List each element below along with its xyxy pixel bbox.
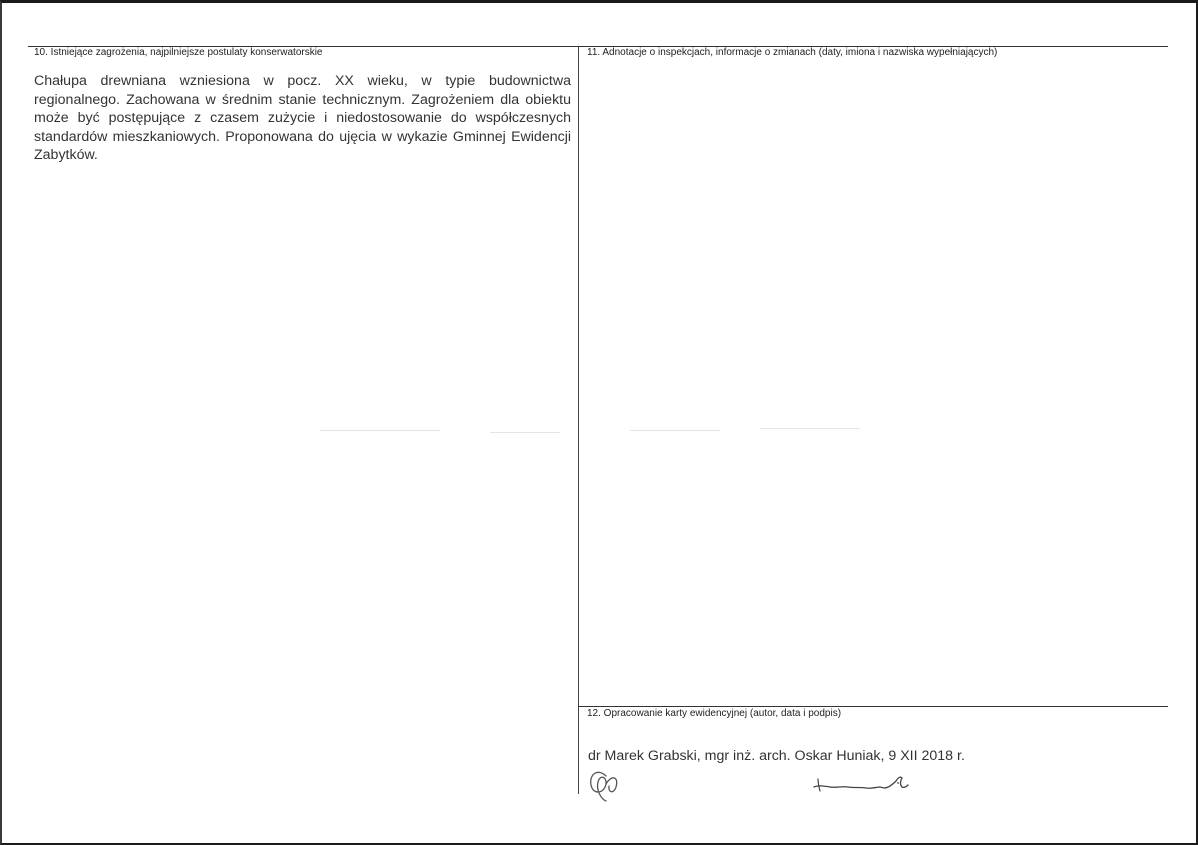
section-10-body: Chałupa drewniana wzniesiona w pocz. XX wieku, w typie budownictwa regionalnego. Zachowana w średnim stanie technicznym. Zagrożeniem dla obiektu może być postępujące z czasem zużycie i niedostosowanie do współczesnych standardów mieszkaniowych. Proponowana do ujęcia w wykazie Gminnej Ewidencji Zabytków. <box>34 73 571 164</box>
section-10-header: 10. Istniejące zagrożenia, najpilniejsze postulaty konserwatorskie <box>34 47 323 58</box>
column-divider <box>578 46 579 794</box>
section-12-rule <box>578 706 1168 707</box>
section-11-header: 11. Adnotacje o inspekcjach, informacje o zmianach (daty, imiona i nazwiska wypełniających) <box>587 47 998 58</box>
scan-artifact <box>630 430 720 431</box>
signature-icon <box>586 760 626 802</box>
scan-artifact <box>320 430 440 431</box>
scan-artifact <box>490 432 560 433</box>
author-line: dr Marek Grabski, mgr inż. arch. Oskar Huniak, 9 XII 2018 r. <box>588 748 965 764</box>
signature-icon <box>810 773 910 795</box>
scan-artifact <box>760 428 860 429</box>
section-12-header: 12. Opracowanie karty ewidencyjnej (autor, data i podpis) <box>587 708 842 719</box>
